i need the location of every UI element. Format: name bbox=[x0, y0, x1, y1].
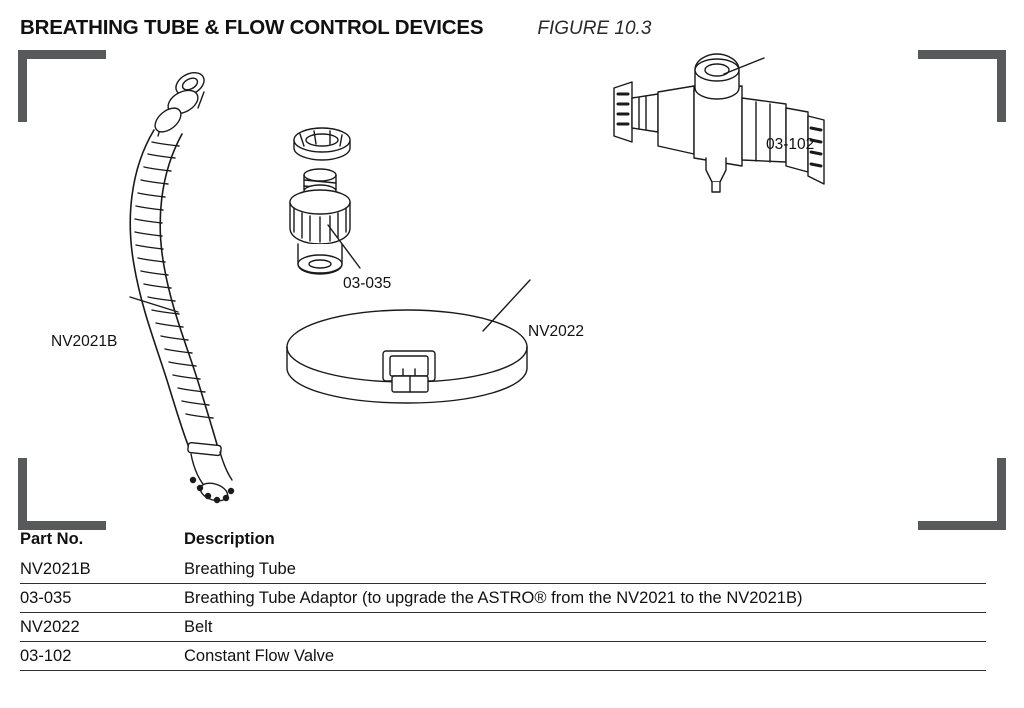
part-breathing-tube-adaptor bbox=[290, 128, 350, 274]
page-title: BREATHING TUBE & FLOW CONTROL DEVICES bbox=[20, 16, 484, 39]
column-header-part-no: Part No. bbox=[20, 530, 84, 548]
part-constant-flow-valve bbox=[614, 54, 824, 192]
cell-part-no: 03-102 bbox=[20, 642, 184, 671]
page-header bbox=[20, 16, 1004, 40]
cell-description: Belt bbox=[184, 613, 986, 642]
callout-03-035: 03-035 bbox=[343, 275, 392, 292]
column-header-description: Description bbox=[184, 530, 275, 548]
figure-number: FIGURE 10.3 bbox=[537, 18, 652, 39]
parts-table-wrapper bbox=[20, 530, 986, 671]
cell-description: Breathing Tube Adaptor (to upgrade the ASTRO® from the NV2021 to the NV2021B) bbox=[184, 584, 986, 613]
exploded-parts-illustration bbox=[18, 50, 1006, 530]
table-row bbox=[20, 584, 986, 613]
cell-part-no: NV2021B bbox=[20, 555, 184, 584]
cell-description: Constant Flow Valve bbox=[184, 642, 986, 671]
cell-part-no: 03-035 bbox=[20, 584, 184, 613]
leader-nv2022 bbox=[483, 280, 530, 331]
part-belt bbox=[287, 310, 527, 403]
callout-nv2021b: NV2021B bbox=[51, 333, 118, 350]
table-row bbox=[20, 642, 986, 671]
parts-table bbox=[20, 530, 986, 671]
table-row bbox=[20, 613, 986, 642]
figure-area bbox=[18, 50, 1006, 530]
table-row bbox=[20, 555, 986, 584]
callout-nv2022: NV2022 bbox=[528, 323, 585, 340]
cell-description: Breathing Tube bbox=[184, 555, 986, 584]
part-breathing-tube bbox=[130, 68, 234, 504]
callout-03-102: 03-102 bbox=[766, 136, 815, 153]
table-header-row bbox=[20, 530, 986, 555]
cell-part-no: NV2022 bbox=[20, 613, 184, 642]
